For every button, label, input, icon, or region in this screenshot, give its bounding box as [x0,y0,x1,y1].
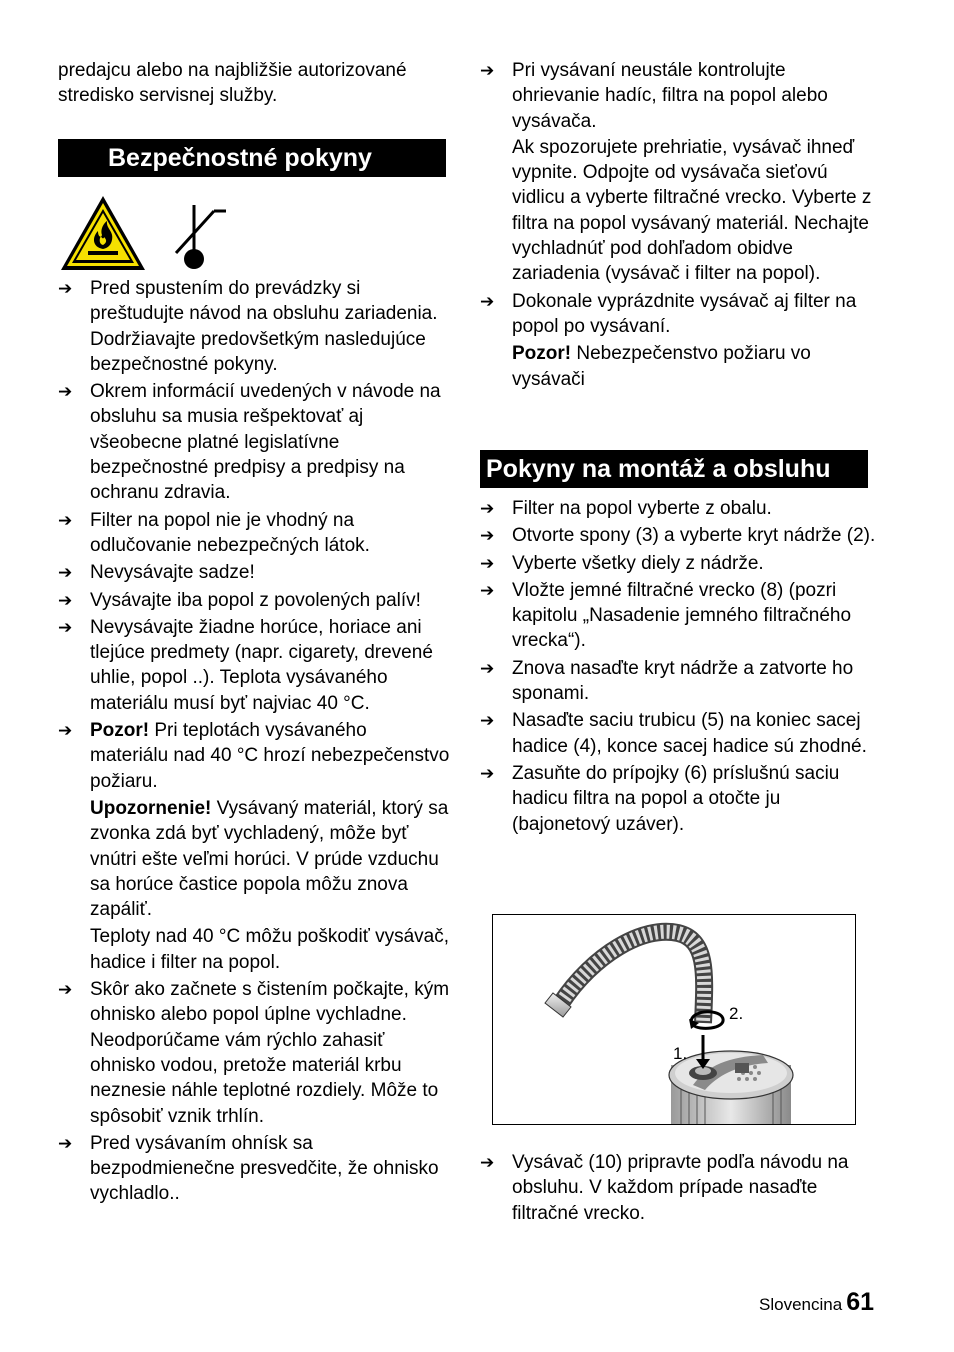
operation-list-bottom [480,1150,876,1226]
arrow-icon: ➔ [480,580,495,600]
list-item: ➔ Okrem informácií uvedených v návode na obsluhu sa musia rešpektovať aj všeobecne platné legislatívne bezpečnostné predpisy a predpisy na ochranu zdravia. [58,379,450,505]
intro-text: predajcu alebo na najbližšie autorizované stredisko servisnej služby. [58,60,407,107]
step-label-2: 2. [729,1004,744,1023]
arrow-icon: ➔ [480,553,495,573]
list-item: ➔ Znova nasaďte kryt nádrže a zatvorte ho sponami. [480,656,876,707]
list-item: ➔ Pri vysávaní neustále kontrolujte ohrievanie hadíc, filtra na popol alebo vysávača. Ak spozorujete prehriatie, vysávač ihneď vypnite. Odpojte od vysávača sieťovú vidlicu a vyberte filtračné vrecko. Vyberte z filtra na popol vysávaný materiál. Nechajte vychladnúť pod dohľadom obidve zariadenia (vysávač i filter na popol). [480,58,876,287]
arrow-icon: ➔ [480,658,495,678]
list-item: ➔ Dokonale vyprázdnite vysávač aj filter na popol po vysávaní. Pozor! Nebezpečenstvo požiaru vo vysávači [480,289,876,392]
list-item: ➔ Skôr ako začnete s čistením počkajte, kým ohnisko alebo popol úplne vychladne. Neodporúčame vám rýchlo zahasiť ohnisko vodou, pretože materiál krbu neznesie náhle teplotné rozdiely. Môže to spôsobiť vznik trhlín. [58,977,450,1129]
safety-list [58,276,450,1207]
list-item: ➔ Vložte jemné filtračné vrecko (8) (pozri kapitolu „Nasadenie jemného filtračného vrecka“). [480,578,876,654]
list-item: ➔ Otvorte spony (3) a vyberte kryt nádrže (2). [480,523,876,548]
footer-language: Slovencina [759,1295,843,1314]
list-item: ➔ Vyberte všetky diely z nádrže. [480,551,876,576]
operation-list-mid [480,496,876,837]
list-item: ➔ Filter na popol nie je vhodný na odlučovanie nebezpečných látok. [58,508,450,559]
arrow-icon: ➔ [58,721,73,741]
arrow-icon: ➔ [58,563,73,583]
warning-icons [58,193,232,273]
arrow-icon: ➔ [480,763,495,783]
list-item: ➔ Pred spustením do prevádzky si preštudujte návod na obsluhu zariadenia. Dodržiavajte predovšetkým nasledujúce bezpečnostné pokyny. [58,276,450,377]
list-item: ➔ Pozor! Pri teplotách vysávaného materiálu nad 40 °C hrozí nebezpečenstvo požiaru. Upozornenie! Vysávaný materiál, ktorý sa zvonka zdá byť vychladený, môže byť vnútri ešte veľmi horúci. V prúde vzduchu sa horúce častice popola môžu znova zapáliť. Teploty nad 40 °C môžu poškodiť vysávač, hadice i filter na popol. [58,718,450,975]
safety-heading: Bezpečnostné pokyny [58,139,446,177]
arrow-icon: ➔ [480,499,495,518]
arrow-icon: ➔ [480,291,495,311]
flame-warning-icon [58,193,148,273]
page-footer [759,1290,874,1317]
list-item: ➔ Nevysávajte sadze! [58,560,450,585]
arrow-icon: ➔ [58,1133,73,1153]
arrow-icon: ➔ [58,382,73,402]
list-item: ➔ Vysávač (10) pripravte podľa návodu na obsluhu. V každom prípade nasaďte filtračné vrecko. [480,1150,876,1226]
temperature-icon [162,193,232,273]
list-item: ➔ Filter na popol vyberte z obalu. [480,496,876,521]
arrow-icon: ➔ [58,980,73,1000]
hose-illustration [493,915,855,1124]
assembly-heading: Pokyny na montáž a obsluhu [480,450,868,488]
arrow-icon: ➔ [58,590,73,610]
page-number: 61 [846,1288,874,1316]
step-label-1: 1. [673,1044,688,1063]
arrow-icon: ➔ [480,526,495,546]
list-item: ➔ Pred vysávaním ohnísk sa bezpodmienečne presvedčite, že ohnisko vychladlo.. [58,1131,450,1207]
hose-assembly-figure [492,914,856,1125]
list-item: ➔ Nevysávajte žiadne horúce, horiace ani tlejúce predmety (napr. cigarety, drevené uhlie, popol ..). Teplota vysávaného materiálu musí byť najviac 40 °C. [58,615,450,716]
operation-list-top [480,58,876,392]
arrow-icon: ➔ [58,279,73,298]
arrow-icon: ➔ [480,61,495,80]
arrow-icon: ➔ [480,1153,495,1172]
arrow-icon: ➔ [480,711,495,731]
list-item: ➔ Nasaďte saciu trubicu (5) na koniec sacej hadice (4), konce sacej hadice sú zhodné. [480,708,876,759]
arrow-icon: ➔ [58,617,73,637]
arrow-icon: ➔ [58,510,73,530]
list-item: ➔ Vysávajte iba popol z povolených palív! [58,588,450,613]
list-item: ➔ Zasuňte do prípojky (6) príslušnú saciu hadicu filtra na popol a otočte ju (bajonetový uzáver). [480,761,876,837]
